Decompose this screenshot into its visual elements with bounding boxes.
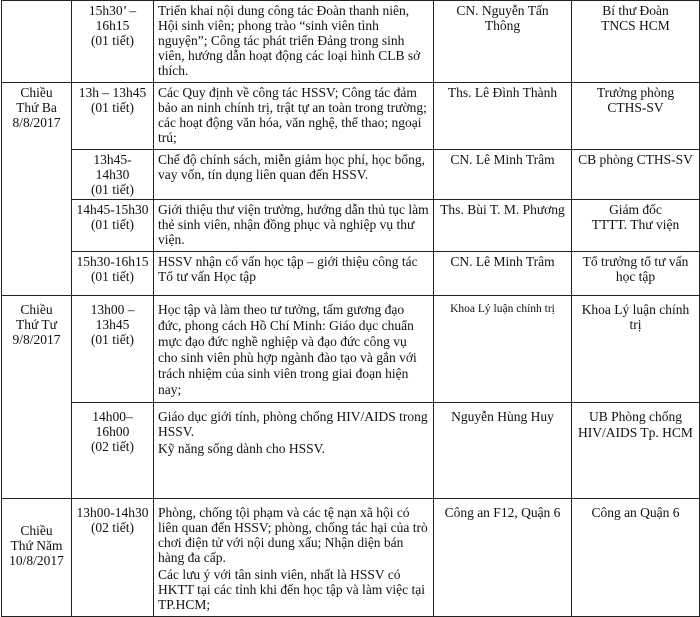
day-part: Chiều [20,523,53,538]
content-cell [154,150,434,200]
unit-cell [572,83,700,150]
time-slot: 13h45- 14h30 [93,152,132,182]
day-name: Thứ Ba [16,100,57,115]
time-slot: 13h00 – 13h45 [90,302,135,332]
unit-cell [572,1,700,83]
unit-line: Trưởng phòng CTHS-SV [596,85,675,115]
content-cell [154,296,434,403]
time-slot: 14h45-15h30 [76,202,149,217]
day-date: 8/8/2017 [12,115,61,130]
speaker-cell: Công an F12, Quận 6 [434,499,572,617]
unit-line: Công an Quận 6 [591,505,680,520]
time-slot: 13h00-14h30 [76,505,149,520]
content-cell [154,403,434,499]
session-content: Phòng, chống tội phạm và các tệ nạn xã hội có liên quan đến HSSV; phòng, chống tác hại của trò chơi điện tử với nội dung xấu; Nhận diện bán hàng đa cấp. [158,505,428,565]
session-content: Giới thiệu thư viện trường, hướng dẫn thủ tục làm thẻ sinh viên, nhận đồng phục và nghiệp vụ thư viện. [158,202,429,247]
content-cell [154,83,434,150]
period-count: (02 tiết) [90,520,135,535]
day-date: 9/8/2017 [12,332,61,347]
content-cell [154,200,434,252]
table-row [2,83,700,150]
unit-cell [572,499,700,617]
day-part: Chiều [20,302,53,317]
time-cell [72,296,154,403]
period-count: (01 tiết) [90,332,135,347]
content-cell [154,1,434,83]
period-count: (02 tiết) [90,439,135,454]
session-content: Chế độ chính sách, miễn giảm học phí, học bổng, vay vốn, tín dụng liên quan đến HSSV. [158,152,425,182]
time-cell [72,403,154,499]
session-content: Các lưu ý với tân sinh viên, nhất là HSSV có HKTT tại các tỉnh khi đến học tập và làm việc tại TP.HCM; [158,567,426,612]
day-cell-wednesday [2,296,72,499]
period-count: (01 tiết) [90,33,135,48]
table-row [2,252,700,296]
table-row [2,403,700,499]
day-cell-thursday [2,499,72,617]
content-cell [154,252,434,296]
day-cell-tuesday [2,83,72,296]
speaker-cell: Khoa Lý luận chính trị [434,296,572,403]
speaker-cell: CN. Nguyễn Tấn Thông [434,1,572,83]
day-cell-empty [2,1,72,83]
day-part: Chiều [20,85,53,100]
day-name: Thứ Tư [15,317,57,332]
time-cell [72,200,154,252]
orientation-schedule-table [1,0,700,617]
session-content: Các Quy định về công tác HSSV; Công tác đảm bảo an ninh chính trị, trật tự an toàn trong trường; các hoạt động văn hóa, văn nghệ, thể thao; ngoại trú; [158,85,427,145]
day-name: Thứ Năm [10,538,63,553]
speaker-cell: CN. Lê Minh Trâm [434,150,572,200]
unit-line: TTTT. Thư viện [591,217,680,232]
unit-cell [572,296,700,403]
speaker-cell: Ths. Lê Đình Thành [434,83,572,150]
speaker-cell: CN. Lê Minh Trâm [434,252,572,296]
session-content: Kỹ năng sống dành cho HSSV. [158,441,326,456]
unit-line: Giám đốc [609,202,662,217]
table-row [2,200,700,252]
period-count: (01 tiết) [90,269,135,284]
unit-line: TNCS HCM [601,18,670,33]
unit-cell [572,150,700,200]
period-count: (01 tiết) [90,182,135,197]
unit-line: UB Phòng chống [588,409,682,424]
table-row [2,150,700,200]
table-row [2,499,700,617]
time-cell [72,83,154,150]
speaker-cell: Nguyễn Hùng Huy [434,403,572,499]
table-row [2,296,700,403]
unit-cell [572,200,700,252]
time-slot: 15h30’ – 16h15 [88,3,137,33]
time-cell [72,252,154,296]
unit-line: Bí thư Đoàn [602,3,669,18]
unit-cell [572,403,700,499]
time-slot: 15h30-16h15 [76,254,149,269]
time-slot: 13h – 13h45 [78,85,147,100]
speaker-cell: Ths. Bùi T. M. Phương [434,200,572,252]
period-count: (01 tiết) [90,100,135,115]
unit-line: HIV/AIDS Tp. HCM [578,425,693,440]
table-row [2,1,700,83]
time-cell [72,150,154,200]
unit-cell [572,252,700,296]
unit-line: Tổ trưởng tổ tư vấn học tập [582,254,689,284]
session-content: HSSV nhận cố vấn học tập – giới thiệu công tác Tổ tư vấn Học tập [158,254,418,284]
unit-line: Khoa Lý luận chính trị [581,302,690,332]
time-slot: 14h00–16h00 [92,409,133,439]
period-count: (01 tiết) [90,217,135,232]
unit-line: CB phòng CTHS-SV [578,152,693,167]
time-cell [72,1,154,83]
day-date: 10/8/2017 [9,553,64,568]
session-content: Triển khai nội dung công tác Đoàn thanh niên, Hội sinh viên; phong trào “sinh viên tình nguyện”; Công tác phát triển Đảng trong sinh viên, hướng dẫn hoạt động các loại hình CLB sở thích. [158,3,421,78]
session-content: Học tập và làm theo tư tưởng, tấm gương đạo đức, phong cách Hồ Chí Minh: Giáo dục chuẩn mực đạo đức nghề nghiệp và đạo đức công vụ cho sinh viên phù hợp ngành đào tạo và gắn với trách nhiệm của sinh viên trong giai đoạn hiện nay; [158,302,417,397]
time-cell [72,499,154,617]
content-cell [154,499,434,617]
session-content: Giáo dục giới tính, phòng chống HIV/AIDS trong HSSV. [158,409,428,439]
